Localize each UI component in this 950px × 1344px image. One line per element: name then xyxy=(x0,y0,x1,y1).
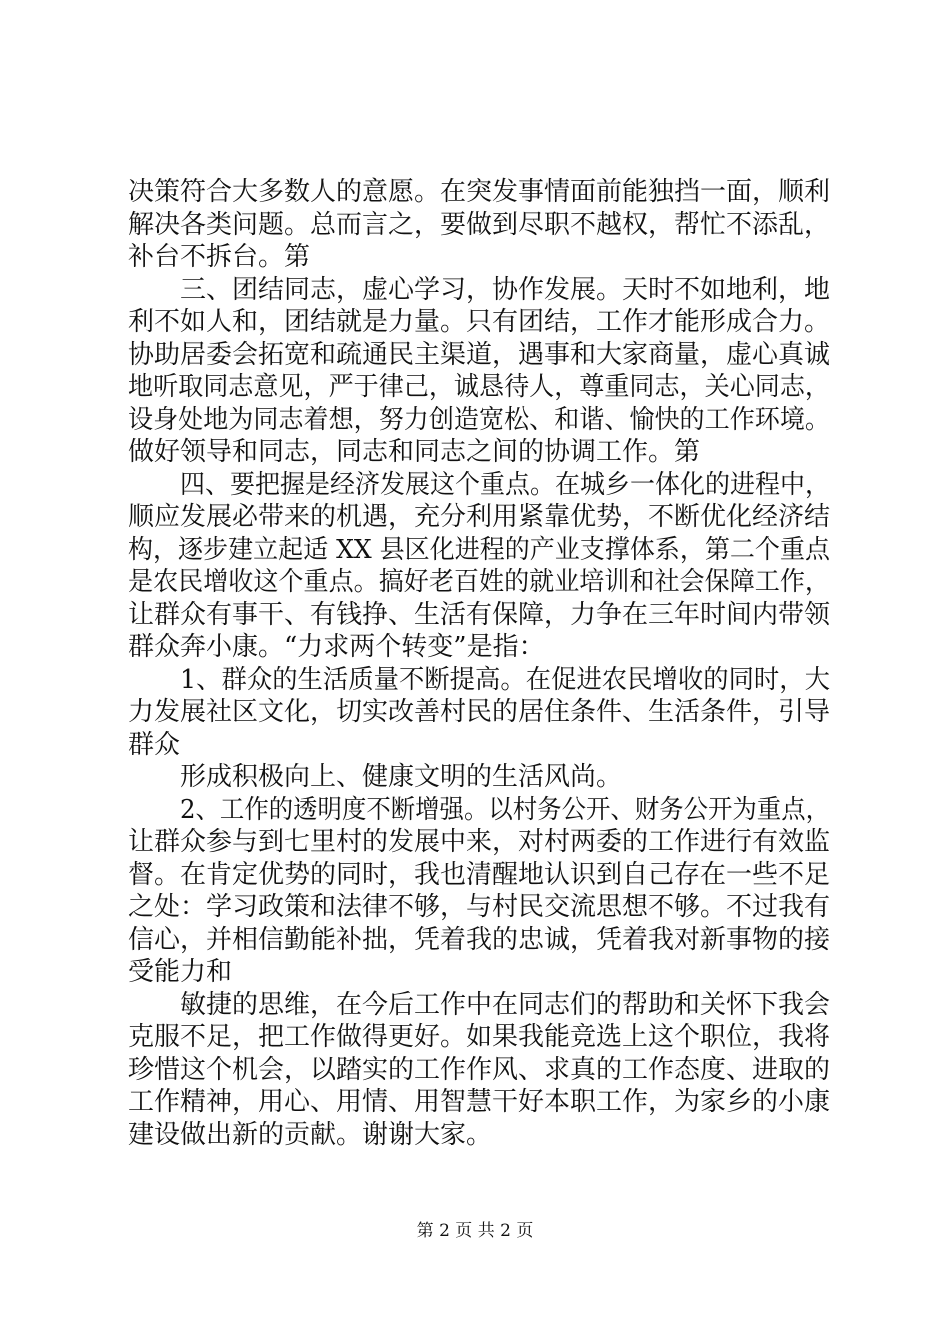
text-line: 协助居委会拓宽和疏通民主渠道，遇事和大家商量，虚心真诚 xyxy=(128,339,830,370)
text-line: 三、团结同志，虚心学习，协作发展。天时不如地利，地 xyxy=(180,274,830,305)
text-line: 让群众参与到七里村的发展中来，对村两委的工作进行有效监 xyxy=(128,827,830,857)
text-line: 力发展社区文化，切实改善村民的居住条件、生活条件，引导 xyxy=(128,697,830,727)
text-line: 利不如人和，团结就是力量。只有团结，工作才能形成合力。 xyxy=(128,307,830,337)
text-line: 敏捷的思维，在今后工作中在同志们的帮助和关怀下我会 xyxy=(180,989,830,1020)
text-line: 群众奔小康。“力求两个转变”是指： xyxy=(128,632,545,662)
page-footer: 第 2 页 共 2 页 xyxy=(416,1221,534,1241)
text-line: 群众 xyxy=(128,729,181,760)
text-line: 构，逐步建立起适 XX 县区化进程的产业支撑体系，第二个重点 xyxy=(128,534,830,565)
text-line: 克服不足，把工作做得更好。如果我能竞选上这个职位，我将 xyxy=(128,1022,830,1052)
text-line: 1、群众的生活质量不断提高。在促进农民增收的同时，大 xyxy=(180,664,830,695)
text-line: 顺应发展必带来的机遇，充分利用紧靠优势，不断优化经济结 xyxy=(128,502,830,532)
text-line: 工作精神，用心、用情、用智慧干好本职工作，为家乡的小康 xyxy=(128,1087,830,1117)
text-line: 信心，并相信勤能补拙，凭着我的忠诚，凭着我对新事物的接 xyxy=(128,924,830,955)
text-line: 做好领导和同志，同志和同志之间的协调工作。第 xyxy=(128,437,701,467)
text-line: 督。在肯定优势的同时，我也清醒地认识到自己存在一些不足 xyxy=(128,859,830,890)
text-line: 让群众有事干、有钱挣、生活有保障，力争在三年时间内带领 xyxy=(128,599,830,630)
text-line: 珍惜这个机会，以踏实的工作作风、求真的工作态度、进取的 xyxy=(128,1054,830,1085)
text-line: 是农民增收这个重点。搞好老百姓的就业培训和社会保障工作， xyxy=(128,567,830,597)
text-line: 受能力和 xyxy=(128,957,233,987)
text-line: 2、工作的透明度不断增强。以村务公开、财务公开为重点， xyxy=(180,794,830,825)
text-line: 形成积极向上、健康文明的生活风尚。 xyxy=(180,762,623,792)
text-line: 补台不拆台。第 xyxy=(128,242,311,272)
text-line: 四、要把握是经济发展这个重点。在城乡一体化的进程中， xyxy=(180,469,830,500)
text-line: 之处：学习政策和法律不够，与村民交流思想不够。不过我有 xyxy=(128,892,830,922)
text-line: 决策符合大多数人的意愿。在突发事情面前能独挡一面，顺利 xyxy=(128,177,830,207)
text-line: 设身处地为同志着想，努力创造宽松、和谐、愉快的工作环境。 xyxy=(128,404,830,435)
text-line: 地听取同志意见，严于律己，诚恳待人，尊重同志，关心同志， xyxy=(128,372,830,402)
document-body xyxy=(128,176,830,1151)
text-line: 解决各类问题。总而言之，要做到尽职不越权，帮忙不添乱， xyxy=(128,209,830,240)
text-line: 建设做出新的贡献。谢谢大家。 xyxy=(128,1119,493,1150)
